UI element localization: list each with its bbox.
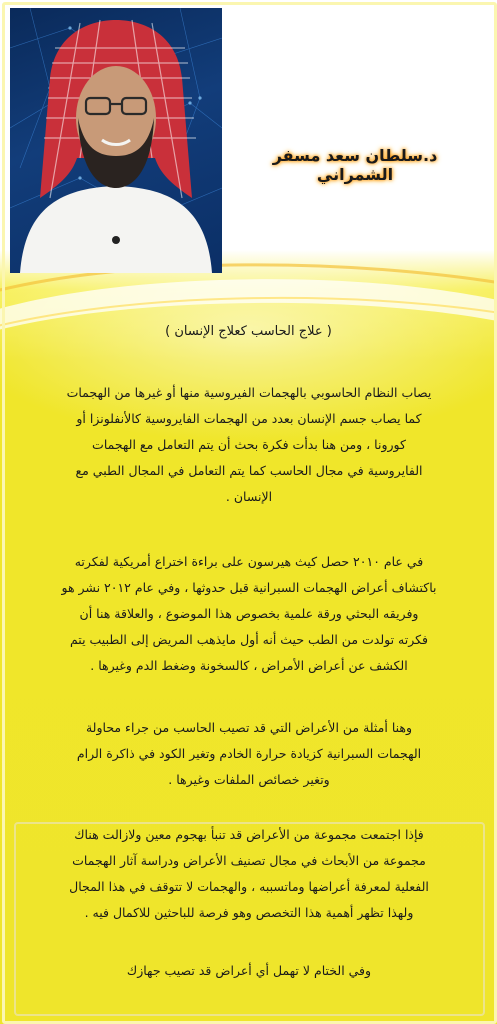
paragraph-line: فكرته تولدت من الطب حيث أنه أول مايذهب المريض إلى الطبيب يتم [69, 632, 428, 647]
article-title: ( علاج الحاسب كعلاج الإنسان ) [165, 324, 332, 339]
paragraph-line: ولهذا تظهر أهمية هذا التخصص وهو فرصة للباحثين للاكمال فيه . [84, 905, 414, 920]
paragraph-line: باكتشاف أعراض الهجمات السبرانية قبل حدوثها ، وفي عام ٢٠١٢ نشر هو [61, 580, 437, 595]
paragraph-line: وهنا أمثلة من الأعراض التي قد تصيب الحاسب من جراء محاولة [85, 720, 413, 735]
paragraph-intro [14, 380, 484, 510]
author-photo [10, 8, 222, 273]
paragraph-line: وفريقه البحثي ورقة علمية بخصوص هذا الموضوع ، والعلاقة هنا أن [79, 606, 419, 621]
paragraph-line: وتغير خصائص الملفات وغيرها . [168, 772, 330, 787]
paragraph-line: الكشف عن أعراض الأمراض ، كالسخونة وضغط الدم وغيرها . [90, 658, 408, 673]
paragraph-line: فإذا اجتمعت مجموعة من الأعراض قد تنبأ بهجوم معين ولازالت هناك [74, 827, 424, 842]
paragraph-line: الإنسان . [225, 489, 273, 504]
paragraph-history [14, 549, 484, 679]
decorative-swoosh [0, 258, 497, 378]
paragraph-line: كما يصاب جسم الإنسان بعدد من الهجمات الفايروسية كالأنفلونزا أو [76, 411, 422, 426]
paragraph-research [14, 822, 484, 926]
paragraph-line: كورونا ، ومن هنا بدأت فكرة بحث أن يتم التعامل مع الهجمات [92, 437, 406, 452]
network-background [10, 8, 222, 273]
paragraph-line: الفايروسية في مجال الحاسب كما يتم التعامل في المجال الطبي مع [75, 463, 423, 478]
paragraph-conclusion [14, 958, 484, 984]
paragraph-line: مجموعة من الأبحاث في مجال تصنيف الأعراض ودراسة آثار الهجمات [72, 853, 426, 868]
paragraph-examples [14, 715, 484, 793]
paragraph-line: وفي الختام لا تهمل أي أعراض قد تصيب جهازك [126, 963, 372, 978]
author-name: د.سلطان سعد مسفر الشمراني [272, 146, 438, 184]
paragraph-line: في عام ٢٠١٠ حصل كيث هيرسون على براءة اختراع أمريكية لفكرته [74, 554, 424, 569]
paragraph-line: الهجمات السبرانية كزيادة حرارة الخادم وتغير الكود في ذاكرة الرام [76, 746, 422, 761]
paragraph-line: يصاب النظام الحاسوبي بالهجمات الفيروسية منها أو غيرها من الهجمات [66, 385, 432, 400]
paragraph-line: الفعلية لمعرفة أعراضها وماتسببه ، والهجمات لا تتوقف في هذا المجال [69, 879, 429, 894]
